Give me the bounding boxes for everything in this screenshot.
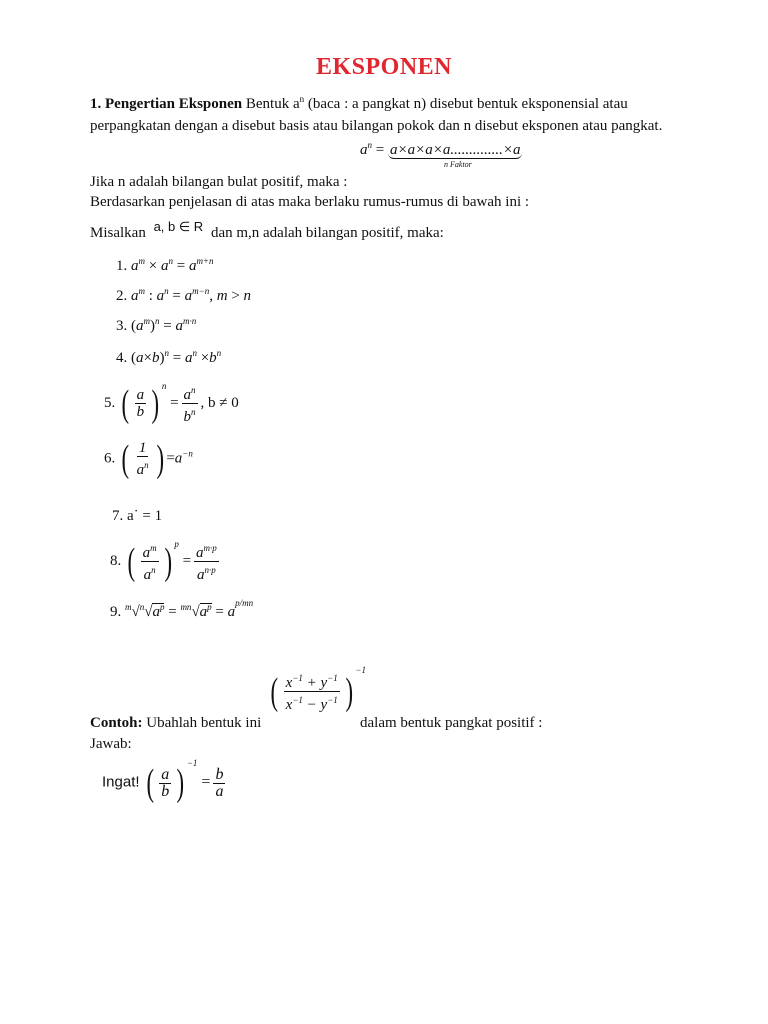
rule-2: 2. $a^m$ : $a^n = a^{m-n}$, m > n	[116, 286, 252, 304]
definition-rhs: a×a×a×a..............×a	[389, 142, 521, 158]
definition-under: n Faktor	[444, 160, 472, 169]
rule-1: 1. $a^m \times a^n = a^{m+n}$	[116, 256, 214, 274]
rule-6-label: 6.	[104, 450, 116, 467]
contoh-expression: ( $\frac{x^{-1} + y^{-1}}{x^{-1} - y^{-1}}$ )$^{-1}$	[270, 664, 366, 713]
intro-part2: (baca : a pangkat n) disebut bentuk eksponensial atau	[307, 96, 628, 112]
contoh-text1: Ubahlah bentuk ini	[146, 715, 262, 731]
intro-part1-sup: n	[299, 94, 305, 104]
misalkan-line	[90, 219, 444, 244]
rule-4: 4. $(a\times b)^n = a^n \times b^n$	[116, 348, 222, 366]
intro-line2: perpangkatan dengan a disebut basis atau bilangan pokok dan n disebut eksponen atau pangkat.	[90, 118, 663, 134]
ingat-label: Ingat!	[102, 773, 140, 791]
text-positive: Jika n adalah bilangan bulat positif, maka :	[90, 174, 348, 190]
rule-8: 8. ( $\frac{a^m}{a^n}$ ) $^p$ = $\frac{a^{m\cdot p}}{a^{n\cdot p}}$	[110, 538, 217, 583]
misalkan-rest: dan m,n adalah bilangan positif, maka:	[210, 225, 444, 241]
page-title: EKSPONEN	[315, 54, 453, 80]
intro-heading: 1. Pengertian Eksponen	[90, 96, 243, 112]
rule-5-label: 5.	[104, 394, 116, 411]
rule-8-label: 8.	[110, 552, 122, 569]
contoh-text2: dalam bentuk pangkat positif :	[360, 715, 543, 731]
rule-5-tail: , b ≠ 0	[200, 394, 239, 411]
misalkan-set: a, b ∈ R	[153, 219, 204, 234]
contoh-label: Contoh:	[90, 715, 143, 731]
intro-part1: Bentuk a	[245, 96, 300, 112]
definition-formula: $a^n = a\times a\times a\times a..............\times a$ n Faktor	[360, 140, 521, 169]
rule-5: 5. ( $\frac{a}{b}$ ) $^n$ = $\frac{a^n}{b^n}$ , b ≠ 0	[104, 380, 239, 425]
rule-3: 3. $(a^m)^n = a^{m\cdot n}$	[116, 316, 197, 334]
intro-paragraph	[90, 88, 662, 137]
rule-9: 9. $^m√^n√a^p = ^{mn}√a^p = a^{p/mn}$	[110, 598, 254, 620]
definition-lhs-sup: n	[367, 140, 372, 150]
definition-lhs: a	[360, 142, 368, 158]
jawab-label: Jawab:	[90, 736, 132, 752]
rule-6: 6. ( $\frac{1}{a^n}$ ) $=a^{-n}$	[104, 438, 193, 480]
misalkan-word: Misalkan	[90, 225, 146, 241]
rule-7: 7. a˙ = 1	[112, 508, 163, 524]
rule-9-label: 9.	[110, 604, 122, 620]
ingat-formula: Ingat! ( $\frac{a}{b}$ ) $^{-1}$ = $\frac{b}{a}$	[102, 758, 224, 804]
contoh-line	[90, 712, 261, 734]
text-rules: Berdasarkan penjelasan di atas maka berlaku rumus-rumus di bawah ini :	[90, 194, 530, 210]
